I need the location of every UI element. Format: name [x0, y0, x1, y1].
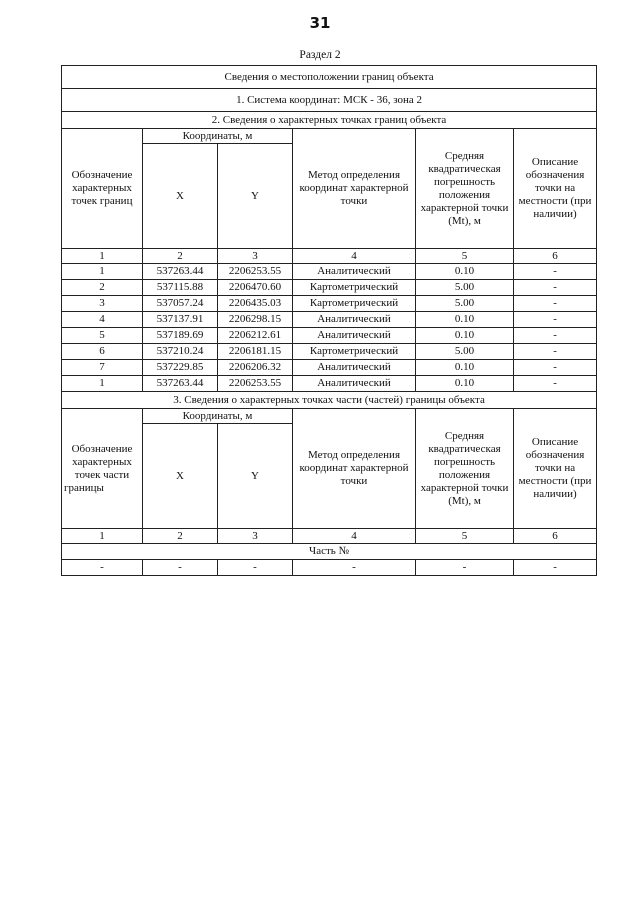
table-row: [62, 376, 597, 392]
header-x: X: [143, 144, 218, 249]
column-number: 4: [293, 529, 416, 544]
point-method: Аналитический: [293, 376, 416, 392]
part-cell: -: [416, 560, 514, 576]
column-number: 1: [62, 249, 143, 264]
point-method: Картометрический: [293, 296, 416, 312]
point-method: Аналитический: [293, 328, 416, 344]
table-title: Сведения о местоположении границ объекта: [62, 66, 597, 89]
point-y: 2206206.32: [218, 360, 293, 376]
point-description: -: [514, 360, 597, 376]
column-number: 5: [416, 529, 514, 544]
table-row: [62, 560, 597, 576]
point-error: 0.10: [416, 264, 514, 280]
header-y: Y: [218, 144, 293, 249]
point-y: 2206470.60: [218, 280, 293, 296]
point-x: 537210.24: [143, 344, 218, 360]
column-numbers-row: [62, 249, 597, 264]
part-cell: -: [514, 560, 597, 576]
header-description-part: Описание обозначения точки на местности (при наличии): [514, 409, 597, 529]
part-cell: -: [293, 560, 416, 576]
part-cell: -: [143, 560, 218, 576]
header-y-part: Y: [218, 424, 293, 529]
point-id: 7: [62, 360, 143, 376]
part-cell: -: [62, 560, 143, 576]
point-x: 537229.85: [143, 360, 218, 376]
header-coords: Координаты, м: [143, 129, 293, 144]
part-label: Часть №: [62, 544, 597, 560]
point-id: 1: [62, 376, 143, 392]
point-x: 537263.44: [143, 376, 218, 392]
point-y: 2206298.15: [218, 312, 293, 328]
header-method-part: Метод определения координат характерной точки: [293, 409, 416, 529]
point-description: -: [514, 312, 597, 328]
header-method: Метод определения координат характерной точки: [293, 129, 416, 249]
header-x-part: X: [143, 424, 218, 529]
column-number: 4: [293, 249, 416, 264]
point-error: 5.00: [416, 344, 514, 360]
point-method: Картометрический: [293, 344, 416, 360]
point-id: 5: [62, 328, 143, 344]
table-row: [62, 280, 597, 296]
point-id: 2: [62, 280, 143, 296]
header-description: Описание обозначения точки на местности (при наличии): [514, 129, 597, 249]
point-description: -: [514, 280, 597, 296]
point-x: 537137.91: [143, 312, 218, 328]
point-description: -: [514, 328, 597, 344]
point-error: 0.10: [416, 328, 514, 344]
table-row: [62, 312, 597, 328]
column-number: 3: [218, 529, 293, 544]
header-designation-part: Обозначение характерных точек части границы: [62, 409, 143, 529]
table-row: [62, 296, 597, 312]
point-method: Картометрический: [293, 280, 416, 296]
point-description: -: [514, 376, 597, 392]
table-row: [62, 328, 597, 344]
page-number: 31: [309, 14, 331, 32]
column-number: 3: [218, 249, 293, 264]
point-method: Аналитический: [293, 264, 416, 280]
part-cell: -: [218, 560, 293, 576]
point-x: 537057.24: [143, 296, 218, 312]
point-method: Аналитический: [293, 360, 416, 376]
point-id: 3: [62, 296, 143, 312]
table-row: [62, 264, 597, 280]
column-number: 6: [514, 249, 597, 264]
point-y: 2206181.15: [218, 344, 293, 360]
table-row: [62, 344, 597, 360]
point-description: -: [514, 344, 597, 360]
header-designation: Обозначение характерных точек границ: [62, 129, 143, 249]
column-numbers-row-part: [62, 529, 597, 544]
point-x: 537189.69: [143, 328, 218, 344]
table-row: [62, 360, 597, 376]
point-y: 2206253.55: [218, 264, 293, 280]
point-y: 2206435.03: [218, 296, 293, 312]
point-error: 0.10: [416, 360, 514, 376]
column-number: 2: [143, 529, 218, 544]
section-label: Раздел 2: [299, 49, 341, 61]
boundary-table: [61, 65, 597, 576]
point-id: 6: [62, 344, 143, 360]
section1-title: 2. Сведения о характерных точках границ объекта: [62, 112, 597, 129]
point-x: 537263.44: [143, 264, 218, 280]
column-number: 5: [416, 249, 514, 264]
point-y: 2206212.61: [218, 328, 293, 344]
point-x: 537115.88: [143, 280, 218, 296]
point-error: 5.00: [416, 280, 514, 296]
column-number: 6: [514, 529, 597, 544]
header-coords-part: Координаты, м: [143, 409, 293, 424]
column-number: 2: [143, 249, 218, 264]
point-description: -: [514, 264, 597, 280]
section2-title: 3. Сведения о характерных точках части (частей) границы объекта: [62, 392, 597, 409]
point-error: 0.10: [416, 312, 514, 328]
point-id: 1: [62, 264, 143, 280]
point-method: Аналитический: [293, 312, 416, 328]
point-id: 4: [62, 312, 143, 328]
coordinate-system: 1. Система координат: МСК - 36, зона 2: [62, 89, 597, 112]
point-error: 5.00: [416, 296, 514, 312]
header-error: Средняя квадратическая погрешность положения характерной точки (Mt), м: [416, 129, 514, 249]
column-number: 1: [62, 529, 143, 544]
header-error-part: Средняя квадратическая погрешность положения характерной точки (Mt), м: [416, 409, 514, 529]
point-error: 0.10: [416, 376, 514, 392]
point-y: 2206253.55: [218, 376, 293, 392]
point-description: -: [514, 296, 597, 312]
